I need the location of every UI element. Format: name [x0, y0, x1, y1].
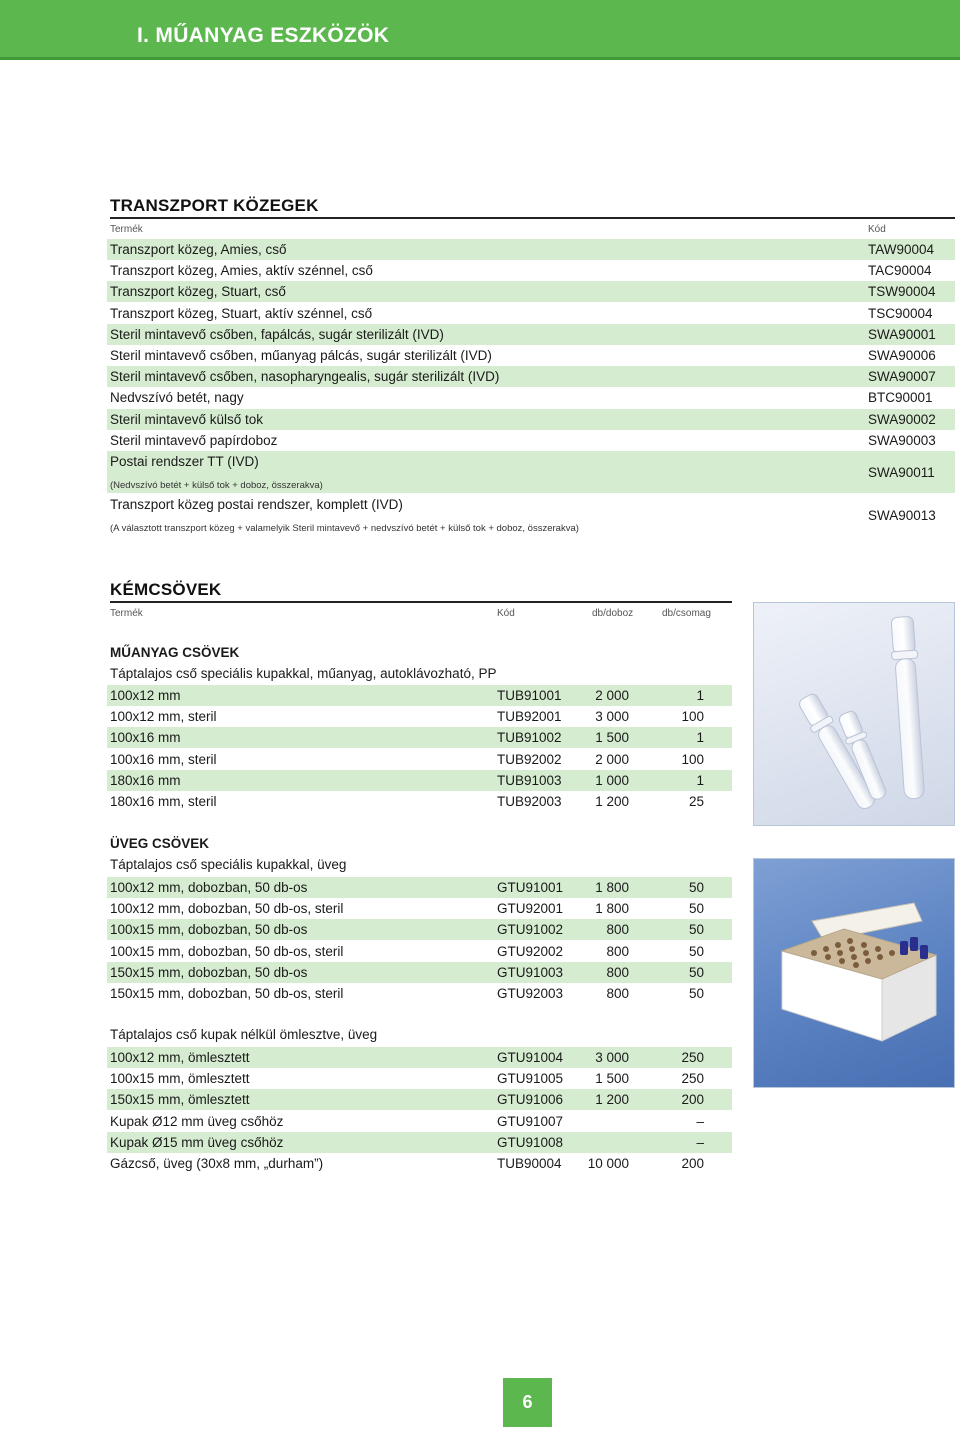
row-name: 150x15 mm, dobozban, 50 db-os: [110, 964, 308, 980]
transport-row-postal: [107, 451, 955, 493]
row-code: TUB91002: [497, 730, 562, 746]
plastic-heading: MŰANYAG CSÖVEK: [110, 645, 240, 660]
table-row: [107, 685, 732, 706]
row-box: 2 000: [595, 751, 629, 767]
row-box: 1 500: [595, 730, 629, 746]
row-code: SWA90001: [868, 326, 936, 342]
row-box: 800: [606, 964, 629, 980]
table-row: [107, 1153, 732, 1174]
row-code: GTU91005: [497, 1071, 564, 1087]
row-code: SWA90011: [868, 465, 935, 480]
row-code: GTU91001: [497, 880, 564, 895]
row-pack: 100: [681, 751, 704, 767]
row-code: TUB92001: [497, 709, 562, 725]
table-row: [107, 281, 955, 302]
page-number: 6: [503, 1378, 552, 1427]
table-row: [107, 409, 955, 430]
row-code: GTU91004: [497, 1050, 564, 1065]
tubes-col-pack: db/csomag: [662, 608, 711, 619]
table-row: [107, 770, 732, 791]
row-pack: 1: [696, 688, 704, 703]
row-name: Steril mintavevő csőben, műanyag pálcás, sugár sterilizált (IVD): [110, 348, 492, 363]
header-strip: [0, 57, 960, 60]
row-pack: 50: [688, 986, 704, 1001]
row-name: Transzport közeg, Stuart, cső: [110, 284, 286, 300]
row-name: Postai rendszer TT (IVD): [110, 454, 259, 469]
row-name: Steril mintavevő papírdoboz: [110, 432, 278, 448]
row-code: BTC90001: [868, 390, 933, 406]
row-name: 180x16 mm, steril: [110, 794, 217, 809]
row-pack: 200: [681, 1092, 704, 1108]
row-name: 100x12 mm, ömlesztett: [110, 1050, 250, 1065]
table-row: [107, 366, 955, 387]
row-pack: 200: [681, 1156, 704, 1171]
table-row: [107, 1111, 732, 1132]
table-row: [107, 941, 732, 962]
row-code: SWA90007: [868, 369, 936, 385]
row-box: 1 800: [595, 880, 629, 895]
row-pack: 25: [688, 794, 704, 809]
glass-desc: Táptalajos cső speciális kupakkal, üveg: [110, 857, 347, 872]
transport-section-title: TRANSZPORT KÖZEGEK: [110, 196, 319, 215]
row-box: 1 800: [595, 901, 629, 917]
tubes-col-code: Kód: [497, 608, 515, 619]
table-row: [107, 430, 955, 451]
row-pack: 250: [681, 1071, 704, 1087]
row-pack: 50: [688, 880, 704, 895]
row-name: 100x15 mm, dobozban, 50 db-os, steril: [110, 943, 344, 959]
row-name: Transzport közeg, Amies, cső: [110, 242, 287, 257]
row-box: 800: [606, 922, 629, 938]
transport-title-rule: [110, 217, 955, 219]
plastic-tubes-photo: [753, 602, 955, 826]
row-name: 100x16 mm, steril: [110, 751, 217, 767]
row-pack: 50: [688, 901, 704, 917]
row-code: TUB92003: [497, 794, 562, 809]
plastic-desc: Táptalajos cső speciális kupakkal, műanyag, autoklávozható, PP: [110, 666, 497, 681]
row-code: TUB92002: [497, 751, 562, 767]
row-code: GTU92002: [497, 943, 564, 959]
table-row: [107, 324, 955, 345]
row-code: TSW90004: [868, 284, 936, 300]
row-note: (Nedvszívó betét + külső tok + doboz, összerakva): [110, 480, 323, 491]
table-row: [107, 239, 955, 260]
row-pack: 50: [688, 922, 704, 938]
transport-row-complete: [107, 494, 955, 536]
table-row: [107, 1089, 732, 1110]
row-pack: 100: [681, 709, 704, 725]
row-name: 150x15 mm, ömlesztett: [110, 1092, 250, 1108]
row-pack: 250: [681, 1050, 704, 1065]
row-code: SWA90002: [868, 411, 936, 427]
row-box: 800: [606, 943, 629, 959]
row-pack: 1: [696, 772, 704, 788]
header-bar: [0, 0, 960, 60]
table-row: [107, 1047, 732, 1068]
row-pack: 50: [688, 964, 704, 980]
row-code: GTU91006: [497, 1092, 564, 1108]
table-row: [107, 706, 732, 727]
table-row: [107, 303, 955, 324]
transport-col-product: Termék: [110, 224, 143, 235]
table-row: [107, 983, 732, 1004]
row-box: 1 000: [595, 772, 629, 788]
table-row: [107, 345, 955, 366]
row-code: SWA90013: [868, 508, 936, 523]
row-name: Steril mintavevő csőben, nasopharyngealis, sugár sterilizált (IVD): [110, 369, 500, 385]
row-box: 1 200: [595, 794, 629, 809]
row-code: GTU92003: [497, 986, 564, 1001]
row-name: Transzport közeg postai rendszer, komplett (IVD): [110, 497, 403, 512]
row-code: SWA90003: [868, 432, 936, 448]
tubes-section-title: KÉMCSÖVEK: [110, 580, 222, 599]
row-pack: –: [696, 1134, 704, 1150]
plastic-tubes-image: [754, 603, 954, 825]
row-pack: –: [696, 1113, 704, 1129]
table-row: [107, 919, 732, 940]
row-box: 10 000: [587, 1156, 629, 1171]
table-row: [107, 387, 955, 408]
row-box: 1 500: [595, 1071, 629, 1087]
row-name: 180x16 mm: [110, 772, 181, 788]
table-row: [107, 877, 732, 898]
row-name: Gázcső, üveg (30x8 mm, „durham”): [110, 1156, 324, 1171]
row-box: 3 000: [595, 1050, 629, 1065]
row-name: Kupak Ø12 mm üveg csőhöz: [110, 1113, 284, 1129]
page-title: I. MŰANYAG ESZKÖZÖK: [137, 24, 390, 47]
row-name: 100x12 mm, steril: [110, 709, 217, 725]
tubes-title-rule: [110, 601, 732, 603]
row-name: 100x12 mm, dobozban, 50 db-os, steril: [110, 901, 344, 917]
table-row: [107, 898, 732, 919]
glass-tubes-box-image: [754, 859, 954, 1087]
row-box: 3 000: [595, 709, 629, 725]
tubes-col-product: Termék: [110, 608, 143, 619]
bulk-desc: Táptalajos cső kupak nélkül ömlesztve, üveg: [110, 1027, 378, 1042]
table-row: [107, 1132, 732, 1153]
row-box: 1 200: [595, 1092, 629, 1108]
glass-tubes-box-photo: [753, 858, 955, 1088]
row-name: Steril mintavevő külső tok: [110, 411, 264, 427]
table-row: [107, 1068, 732, 1089]
table-row: [107, 727, 732, 748]
row-code: GTU91008: [497, 1134, 564, 1150]
row-name: Transzport közeg, Amies, aktív szénnel, cső: [110, 263, 373, 279]
row-name: 100x15 mm, dobozban, 50 db-os: [110, 922, 308, 938]
row-name: 100x16 mm: [110, 730, 181, 746]
row-code: TAW90004: [868, 242, 935, 257]
row-box: 800: [606, 986, 629, 1001]
row-code: TSC90004: [868, 305, 933, 321]
row-code: GTU92001: [497, 901, 564, 917]
row-name: Steril mintavevő csőben, fapálcás, sugár sterilizált (IVD): [110, 326, 444, 342]
row-code: SWA90006: [868, 348, 936, 363]
row-name: Nedvszívó betét, nagy: [110, 390, 244, 406]
row-code: GTU91002: [497, 922, 564, 938]
row-pack: 1: [696, 730, 704, 746]
row-name: 150x15 mm, dobozban, 50 db-os, steril: [110, 986, 344, 1001]
table-row: [107, 791, 732, 812]
table-row: [107, 260, 955, 281]
row-name: Kupak Ø15 mm üveg csőhöz: [110, 1134, 284, 1150]
row-code: TUB90004: [497, 1156, 562, 1171]
glass-heading: ÜVEG CSÖVEK: [110, 836, 210, 851]
table-row: [107, 749, 732, 770]
row-name: 100x12 mm: [110, 688, 181, 703]
row-name: 100x15 mm, ömlesztett: [110, 1071, 250, 1087]
row-name: 100x12 mm, dobozban, 50 db-os: [110, 880, 308, 895]
row-note: (A választott transzport közeg + valamelyik Steril mintavevő + nedvszívó betét + külső tok + doboz, összerakva): [110, 523, 579, 534]
tubes-col-box: db/doboz: [592, 608, 634, 619]
row-name: Transzport közeg, Stuart, aktív szénnel, cső: [110, 305, 373, 321]
row-code: GTU91007: [497, 1113, 564, 1129]
row-code: TUB91003: [497, 772, 562, 788]
table-row: [107, 962, 732, 983]
row-code: TAC90004: [868, 263, 932, 279]
row-code: TUB91001: [497, 688, 562, 703]
transport-col-code: Kód: [868, 224, 886, 235]
row-code: GTU91003: [497, 964, 564, 980]
row-box: 2 000: [595, 688, 629, 703]
row-pack: 50: [688, 943, 704, 959]
